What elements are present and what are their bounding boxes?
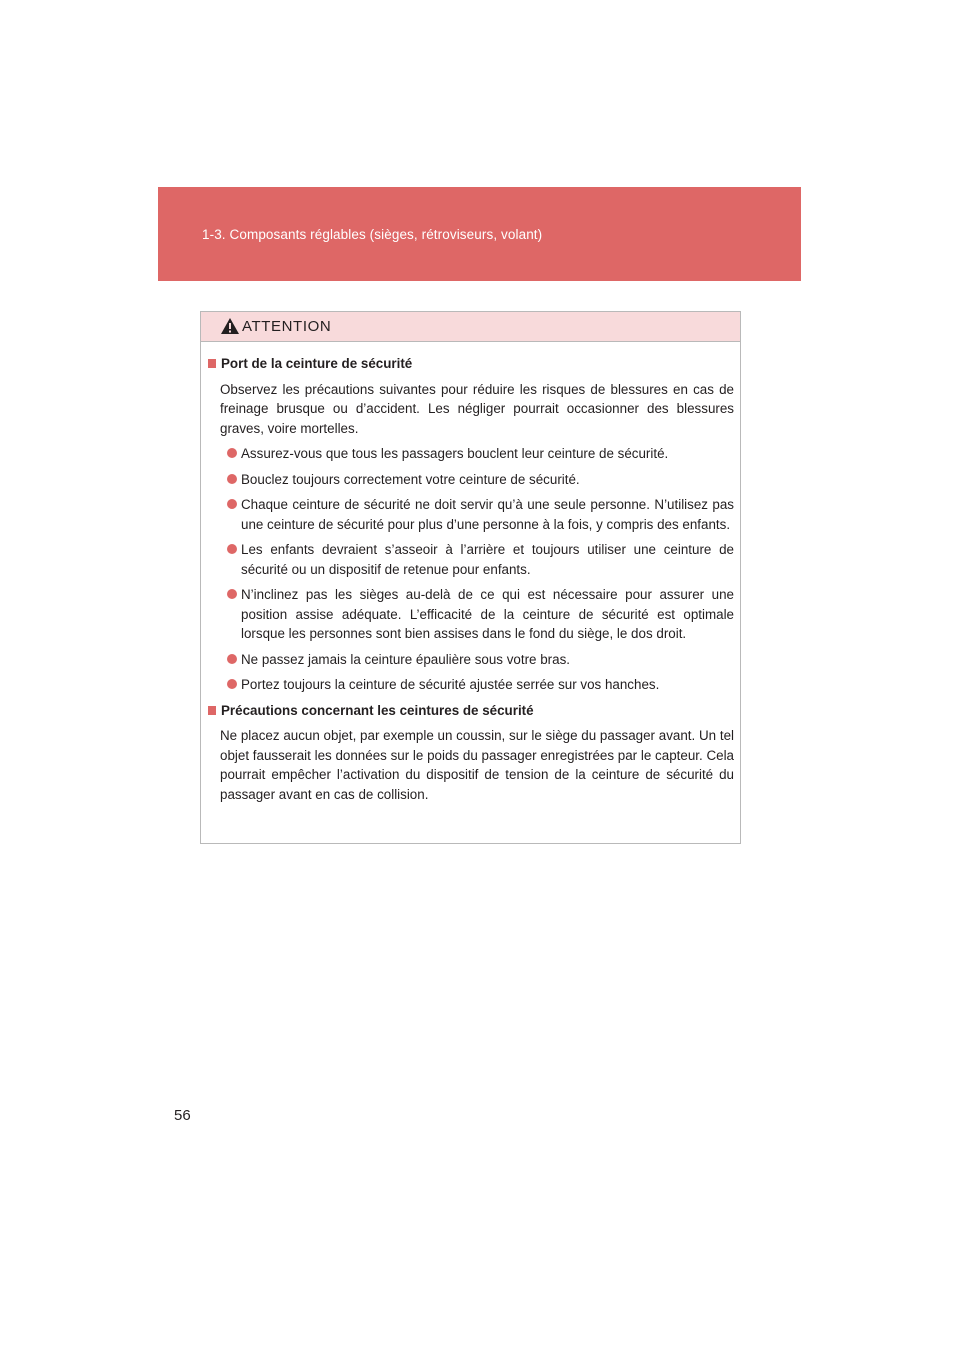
section-paragraph: Observez les précautions suivantes pour réduire les risques de blessures en cas de freinage brusque ou d’accident. Les négliger pourrait occasionner des blessures graves, voire mortelles. xyxy=(220,381,734,436)
bullet-dot-icon xyxy=(227,544,237,554)
bullet-dot-icon xyxy=(227,474,237,484)
bullet-dot-icon xyxy=(227,679,237,689)
section-title-text: Port de la ceinture de sécurité xyxy=(221,356,413,371)
warning-body xyxy=(201,342,740,804)
warning-header xyxy=(201,312,740,342)
section-square-icon xyxy=(208,359,216,368)
bullet-item xyxy=(227,540,734,579)
chapter-header-band xyxy=(158,187,801,281)
bullet-text: Portez toujours la ceinture de sécurité ajustée serrée sur vos hanches. xyxy=(241,677,660,692)
bullet-text: Bouclez toujours correctement votre ceinture de sécurité. xyxy=(241,471,580,487)
bullet-item xyxy=(227,444,734,464)
warning-title: ATTENTION xyxy=(242,318,332,335)
section-title-text: Précautions concernant les ceintures de sécurité xyxy=(221,702,534,718)
bullet-dot-icon xyxy=(227,499,237,509)
bullet-dot-icon xyxy=(227,448,237,458)
bullet-item xyxy=(227,675,734,695)
bullet-item xyxy=(227,470,734,490)
bullet-text: Les enfants devraient s’asseoir à l’arrière et toujours utiliser une ceinture de sécurité ou un dispositif de retenue pour enfants. xyxy=(241,542,734,577)
warning-box xyxy=(200,311,741,844)
page-number: 56 xyxy=(174,1107,191,1124)
warning-triangle-icon xyxy=(220,317,240,335)
section-title xyxy=(208,701,734,721)
section-square-icon xyxy=(208,706,216,715)
bullet-item xyxy=(227,585,734,644)
bullet-text: Assurez-vous que tous les passagers bouclent leur ceinture de sécurité. xyxy=(241,446,669,461)
bullet-text: Chaque ceinture de sécurité ne doit servir qu’à une seule personne. N’utilisez pas une ceinture de sécurité pour plus d’une personne à la fois, y compris des enfants. xyxy=(241,497,734,532)
section-title xyxy=(208,354,734,374)
bullet-text: Ne passez jamais la ceinture épaulière sous votre bras. xyxy=(241,651,570,667)
bullet-text: N’inclinez pas les sièges au-delà de ce qui est nécessaire pour assurer une position assise adéquate. L’efficacité de la ceinture de sécurité est optimale lorsque les personnes sont bien assises dans le fond du siège, le dos droit. xyxy=(241,587,734,641)
bullet-dot-icon xyxy=(227,589,237,599)
bullet-dot-icon xyxy=(227,654,237,664)
section-paragraph: Ne placez aucun objet, par exemple un coussin, sur le siège du passager avant. Un tel objet fausserait les données sur le poids du passager enregistrées par le capteur. Cela pourrait empêcher l’activation du dispositif de tension de la ceinture de sécurité du passager avant en cas de collision. xyxy=(220,728,734,802)
bullet-item xyxy=(227,650,734,670)
bullet-item xyxy=(227,495,734,534)
chapter-title: 1-3. Composants réglables (sièges, rétroviseurs, volant) xyxy=(202,227,543,242)
